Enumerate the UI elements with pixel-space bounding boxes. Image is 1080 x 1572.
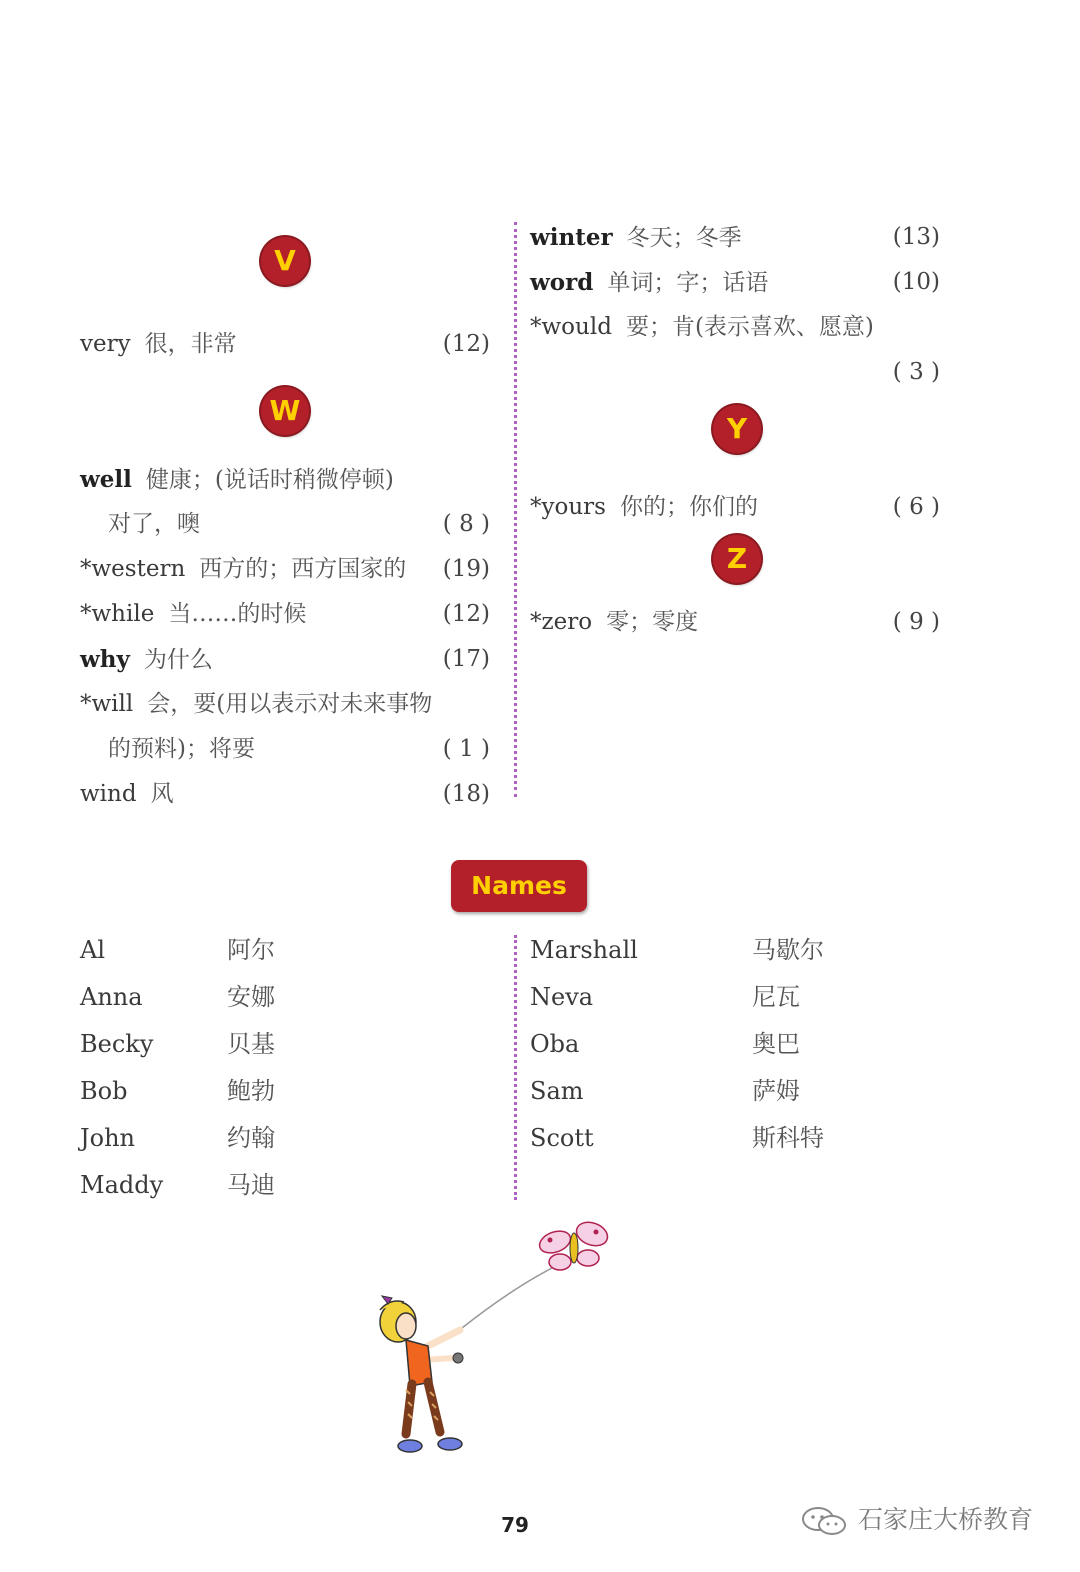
name-english: Bob [80,1077,128,1105]
letter-w-entries [80,457,500,817]
letter-w-entries-continued [530,215,950,395]
vocab-definition: 要；肯(表示喜欢、愿意) [625,314,874,340]
vocab-word: *will [80,691,134,717]
name-chinese: 马迪 [227,1171,275,1199]
vocab-unit-number: ( 9 ) [892,609,940,635]
vocab-word: wind [80,781,137,807]
vocab-definition: 为什么 [143,647,213,673]
name-chinese: 安娜 [227,983,275,1011]
letter-y-header [530,395,950,485]
name-entry [80,1068,275,1115]
name-entry [80,974,275,1021]
name-entry [530,927,824,974]
name-chinese: 贝基 [227,1030,275,1058]
names-right-list [530,927,824,1162]
name-entry [80,1162,275,1209]
name-chinese: 约翰 [227,1124,275,1152]
name-entry [80,1115,275,1162]
name-chinese: 斯科特 [752,1124,824,1152]
name-english: Marshall [530,936,638,964]
vocab-entry [80,502,500,547]
name-entry [530,974,800,1021]
letter-z-entries [530,600,950,645]
vocab-unit-number: ( 1 ) [442,736,490,762]
name-chinese: 奥巴 [752,1030,800,1058]
letter-z-badge: Z [713,535,761,583]
names-left-list [80,927,275,1209]
vocab-definition: 冬天；冬季 [626,225,742,251]
vocab-unit-number: ( 8 ) [442,511,490,537]
girl-flying-butterfly-kite-illustration [370,1220,620,1470]
vocab-entry [530,215,950,260]
vocab-entry [80,727,500,772]
name-chinese: 萨姆 [752,1077,800,1105]
vocab-definition: 健康；(说话时稍微停顿) [145,467,394,493]
name-english: Neva [530,983,594,1011]
vocab-word: word [530,269,594,296]
name-entry [530,1115,824,1162]
letter-w-header [80,367,500,457]
vocab-unit-number: (19) [442,556,490,582]
name-english: Becky [80,1030,154,1058]
name-chinese: 鲍勃 [227,1077,275,1105]
name-entry [80,1021,275,1068]
vocab-entry [80,592,500,637]
vocab-entry [530,485,950,530]
vocab-definition: 西方的；西方国家的 [199,556,407,582]
vocab-word: very [80,331,131,357]
names-divider [514,935,517,1200]
name-english: Scott [530,1124,594,1152]
vocab-definition: 对了，噢 [108,511,200,537]
letter-v-badge: V [261,237,309,285]
vocab-definition: 零；零度 [606,609,699,635]
right-column [530,215,950,645]
letter-z-header [530,530,950,600]
vocab-unit-number: ( 6 ) [892,494,940,520]
vocab-word: *zero [530,609,593,635]
vocab-unit-number: (10) [892,269,940,295]
vocab-entry [80,322,500,367]
name-english: Anna [80,983,143,1011]
letter-w-badge: W [261,387,309,435]
vocab-unit-number: (13) [892,224,940,250]
vocab-definition: 风 [150,781,174,807]
vocab-word: well [80,466,132,493]
watermark [800,1500,1033,1540]
vocab-definition: 你的；你们的 [619,494,758,520]
vocab-word: winter [530,224,613,251]
names-heading: Names [451,860,587,912]
vocab-unit-number: (12) [442,601,490,627]
vocab-entry [530,600,950,645]
girl-icon [380,1296,463,1452]
page-number: 79 [501,1513,529,1537]
name-english: Oba [530,1030,580,1058]
vocab-unit-number: ( 3 ) [892,359,940,385]
vocab-entry [80,682,500,727]
vocab-definition: 会，要(用以表示对未来事物 [147,691,433,717]
name-english: Al [80,936,106,964]
name-chinese: 阿尔 [227,936,275,964]
vocab-entry [80,772,500,817]
letter-y-entries [530,485,950,530]
name-entry [80,927,275,974]
vocab-entry [530,260,950,305]
vocab-unit-number: (18) [442,781,490,807]
vocab-definition: 单词；字；话语 [607,270,769,296]
letter-y-badge: Y [713,405,761,453]
column-divider [514,222,517,797]
name-english: John [80,1124,135,1152]
vocab-definition: 很，非常 [144,331,237,357]
name-chinese: 尼瓦 [752,983,800,1011]
vocab-word: *would [530,314,612,340]
wechat-logo-icon [800,1505,850,1537]
vocab-definition: 当……的时候 [168,601,307,627]
vocab-entry [80,457,500,502]
vocab-entry [80,637,500,682]
vocab-entry [530,305,950,350]
name-entry [530,1068,800,1115]
vocab-word: *while [80,601,155,627]
vocab-word: *yours [530,494,606,520]
letter-v-header [80,232,500,322]
name-entry [530,1021,800,1068]
letter-v-entries [80,322,500,367]
vocab-word: why [80,646,130,673]
vocab-unit-number: (17) [442,646,490,672]
vocab-definition: 的预料)；将要 [108,736,255,762]
watermark-text: 石家庄大桥教育 [857,1505,1033,1534]
left-column [80,215,500,817]
vocab-word: *western [80,556,186,582]
vocab-entry [80,547,500,592]
vocab-unit-number: (12) [442,331,490,357]
name-english: Sam [530,1077,584,1105]
name-english: Maddy [80,1171,164,1199]
butterfly-kite-icon [537,1220,611,1270]
vocab-entry [530,350,950,395]
name-chinese: 马歇尔 [752,936,824,964]
